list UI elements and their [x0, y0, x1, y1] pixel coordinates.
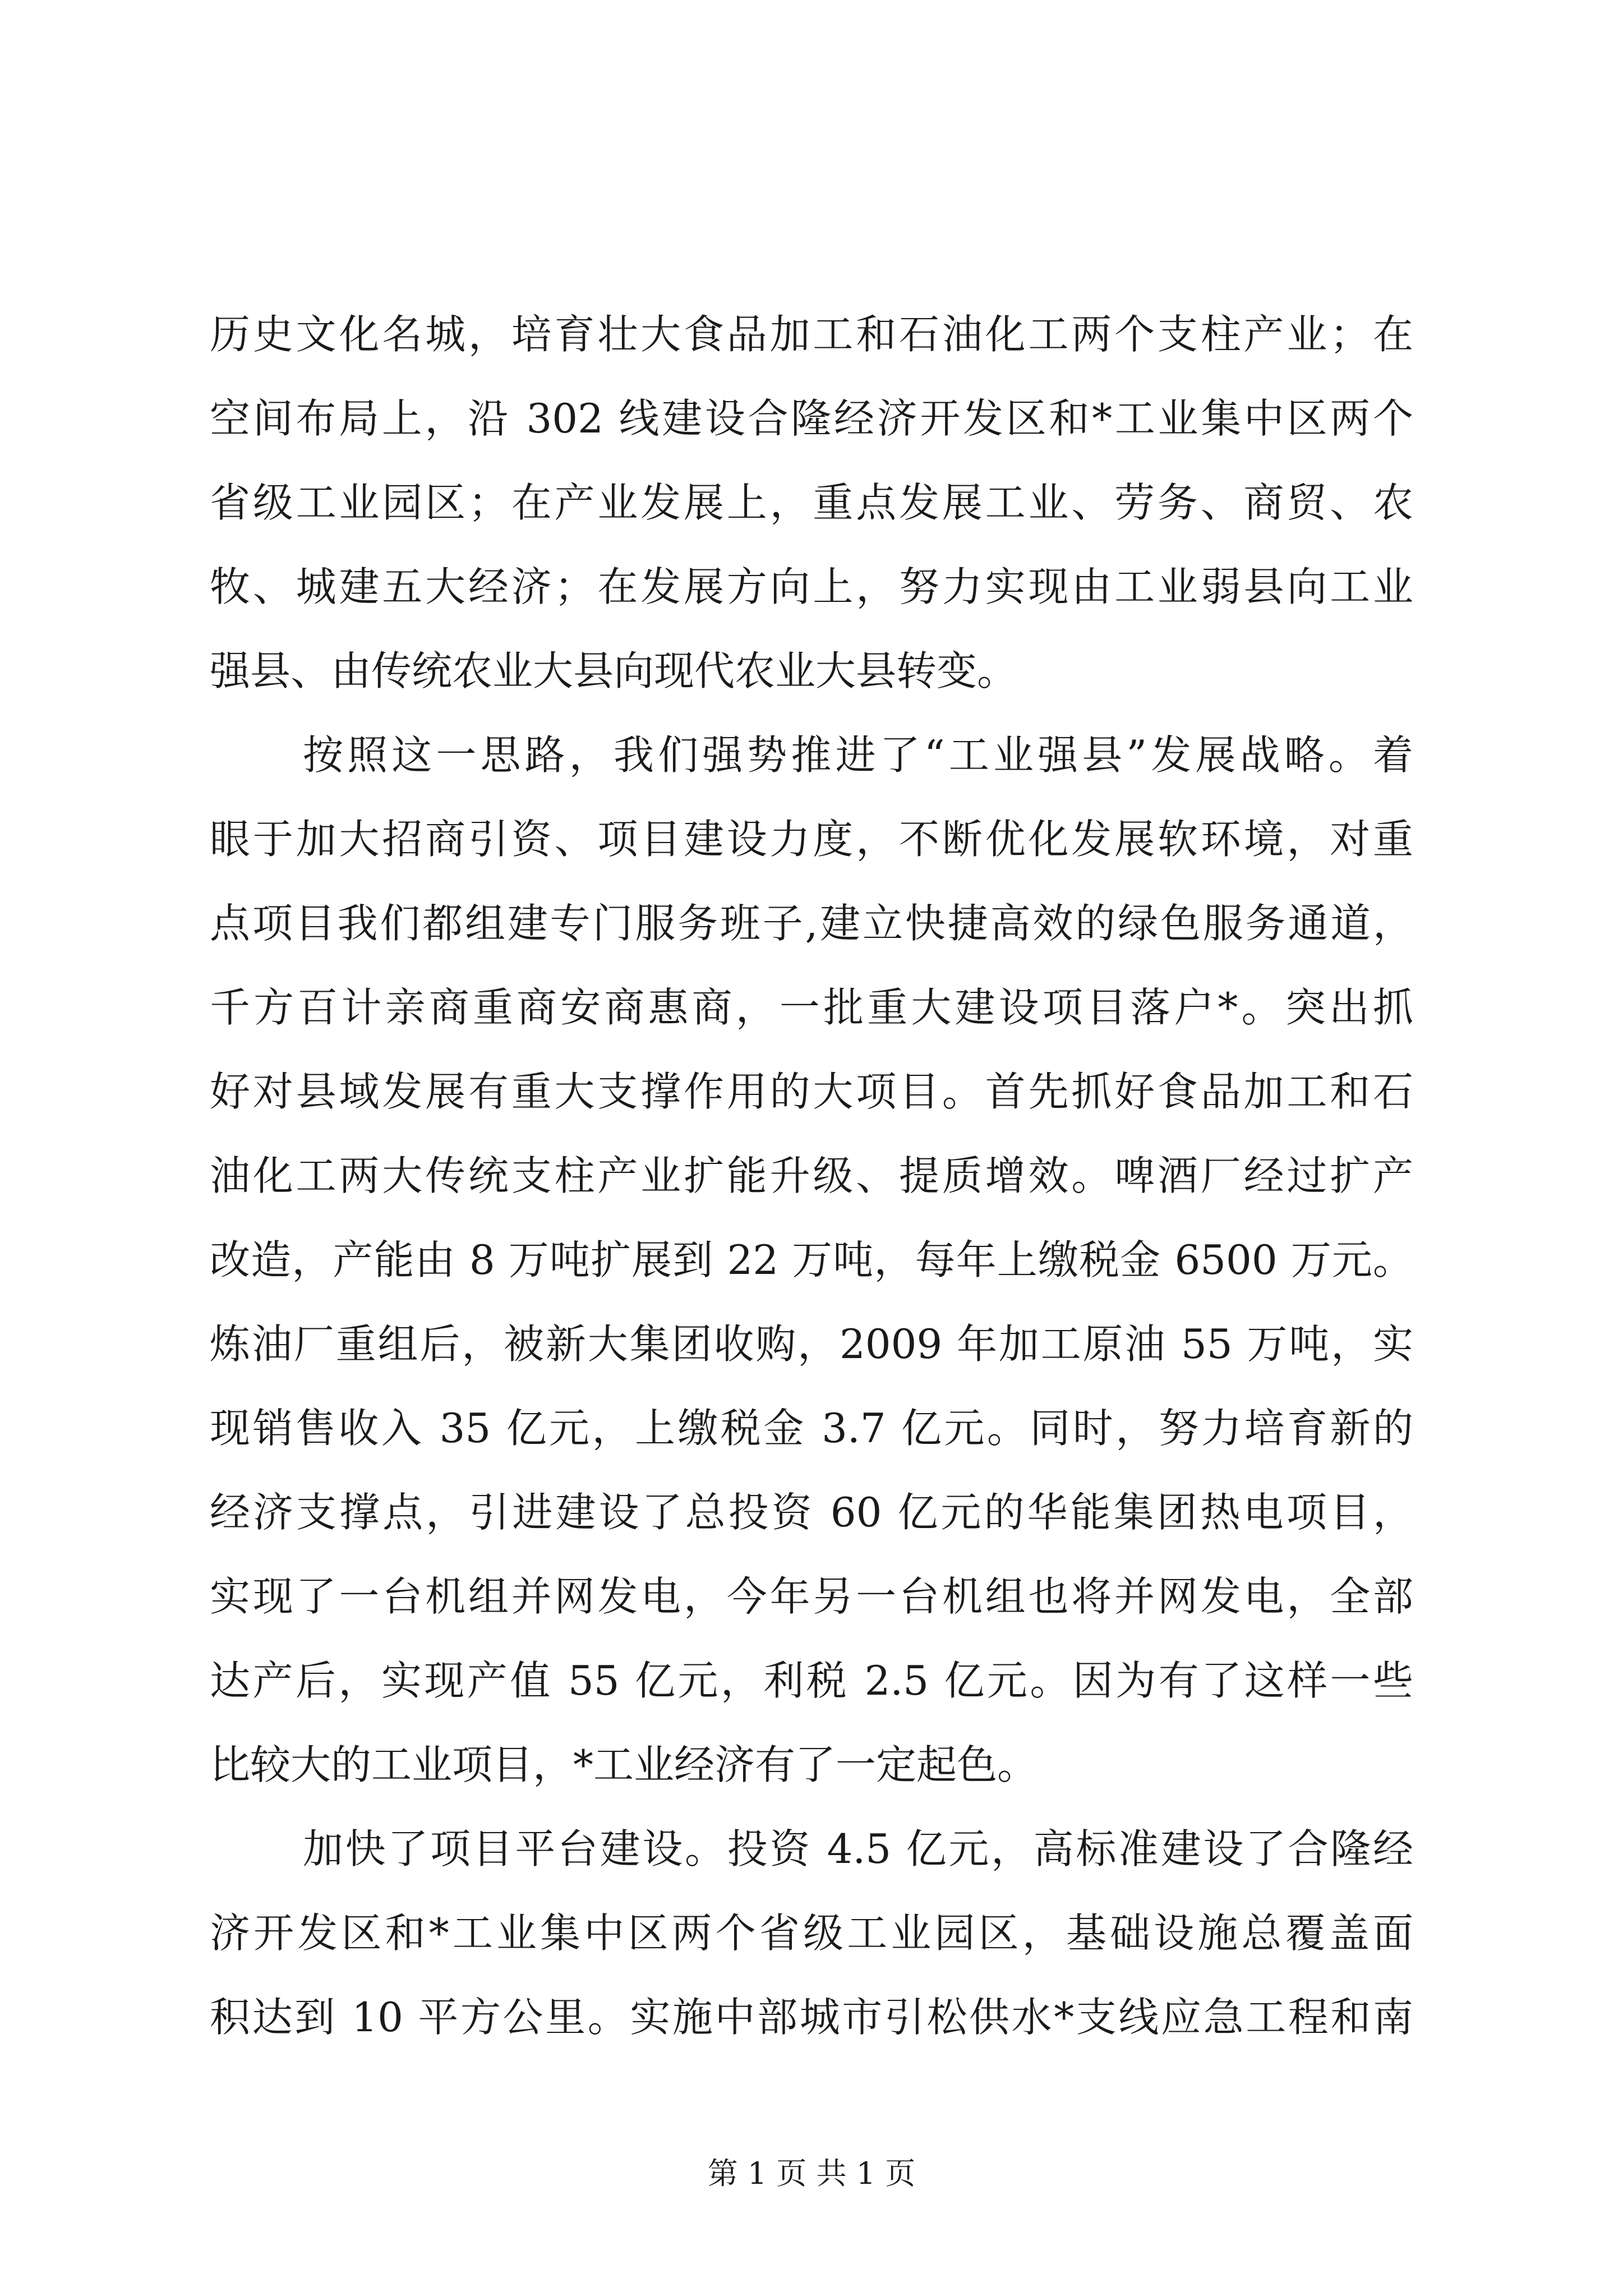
text-line: 炼油厂重组后，被新大集团收购，2009 年加工原油 55 万吨，实	[210, 1320, 1413, 1368]
text-line: 经济支撑点，引进建设了总投资 60 亿元的华能集团热电项目，	[210, 1489, 1413, 1536]
text-line: 强县、由传统农业大县向现代农业大县转变。	[210, 647, 1018, 694]
text-line: 济开发区和*工业集中区两个省级工业园区，基础设施总覆盖面	[210, 1910, 1413, 1957]
text-line: 牧、城建五大经济；在发展方向上，努力实现由工业弱县向工业	[210, 563, 1413, 610]
text-line: 积达到 10 平方公里。实施中部城市引松供水*支线应急工程和南	[210, 1994, 1413, 2041]
text-line: 省级工业园区；在产业发展上，重点发展工业、劳务、商贸、农	[210, 479, 1413, 526]
text-line: 历史文化名城，培育壮大食品加工和石油化工两个支柱产业；在	[210, 311, 1413, 358]
text-line: 油化工两大传统支柱产业扩能升级、提质增效。啤酒厂经过扩产	[210, 1152, 1413, 1199]
text-line: 达产后，实现产值 55 亿元，利税 2.5 亿元。因为有了这样一些	[210, 1657, 1413, 1704]
page-number-footer: 第 1 页 共 1 页	[707, 2156, 916, 2191]
text-line: 实现了一台机组并网发电，今年另一台机组也将并网发电，全部	[210, 1573, 1413, 1620]
text-line: 比较大的工业项目，*工业经济有了一定起色。	[210, 1741, 1038, 1788]
text-line: 空间布局上，沿 302 线建设合隆经济开发区和*工业集中区两个	[210, 395, 1413, 442]
text-line: 好对县域发展有重大支撑作用的大项目。首先抓好食品加工和石	[210, 1068, 1413, 1115]
text-line: 改造，产能由 8 万吨扩展到 22 万吨，每年上缴税金 6500 万元。	[210, 1236, 1413, 1283]
paragraph-first-line: 按照这一思路，我们强势推进了“工业强县”发展战略。着	[303, 731, 1413, 779]
text-line: 千方百计亲商重商安商惠商，一批重大建设项目落户*。突出抓	[210, 984, 1413, 1031]
paragraph-first-line: 加快了项目平台建设。投资 4.5 亿元，高标准建设了合隆经	[303, 1825, 1413, 1872]
text-line: 点项目我们都组建专门服务班子,建立快捷高效的绿色服务通道，	[210, 900, 1413, 947]
text-line: 现销售收入 35 亿元，上缴税金 3.7 亿元。同时，努力培育新的	[210, 1405, 1413, 1452]
text-line: 眼于加大招商引资、项目建设力度，不断优化发展软环境，对重	[210, 816, 1413, 863]
